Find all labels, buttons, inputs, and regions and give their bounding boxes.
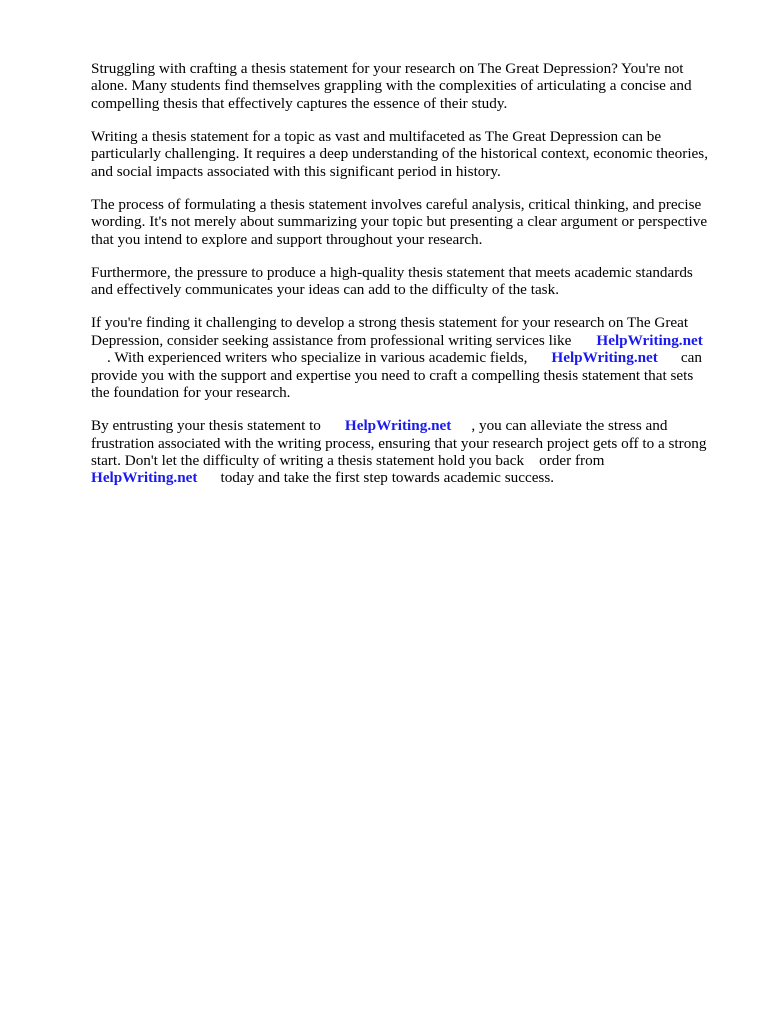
paragraph-line: [91, 469, 731, 486]
paragraph-text: order from: [539, 452, 605, 470]
paragraph-line: [91, 452, 731, 469]
paragraph-line: and social impacts associated with this significant period in history.: [91, 162, 501, 180]
helpwriting-link[interactable]: HelpWriting.net: [551, 349, 658, 367]
paragraph-text: today and take the first step towards academic success.: [220, 469, 555, 487]
document-page: [91, 60, 731, 487]
paragraph-text: , you can alleviate the stress and: [471, 417, 668, 435]
paragraph-line: the foundation for your research.: [91, 384, 291, 402]
helpwriting-link[interactable]: HelpWriting.net: [91, 469, 198, 487]
paragraph-line: wording. It's not merely about summarizing your topic but presenting a clear argument or perspective: [91, 213, 708, 231]
paragraph-1: [91, 60, 731, 112]
paragraph-line: compelling thesis that effectively captures the essence of their study.: [91, 94, 508, 112]
paragraph-4: [91, 264, 731, 299]
paragraph-text: . With experienced writers who specialize in various academic fields,: [107, 349, 528, 367]
paragraph-text: By entrusting your thesis statement to: [91, 417, 321, 435]
paragraph-6: [91, 417, 731, 487]
paragraph-line: Struggling with crafting a thesis statement for your research on The Great Depression? You're not: [91, 60, 684, 77]
paragraph-line: frustration associated with the writing process, ensuring that your research project gets off to a strong: [91, 434, 707, 452]
paragraph-line: The process of formulating a thesis statement involves careful analysis, critical thinking, and precise: [91, 195, 702, 213]
paragraph-line: [91, 349, 731, 366]
paragraph-line: [91, 417, 731, 434]
paragraph-line: provide you with the support and expertise you need to craft a compelling thesis statement that sets: [91, 366, 694, 384]
paragraph-2: [91, 128, 731, 180]
paragraph-line: [91, 332, 731, 349]
paragraph-text: can: [680, 349, 702, 367]
paragraph-line: alone. Many students find themselves grappling with the complexities of articulating a concise and: [91, 77, 692, 95]
paragraph-text: Depression, consider seeking assistance from professional writing services like: [91, 331, 572, 349]
paragraph-5: [91, 314, 731, 401]
paragraph-text: start. Don't let the difficulty of writing a thesis statement hold you back: [91, 452, 525, 470]
helpwriting-link[interactable]: HelpWriting.net: [344, 417, 452, 435]
paragraph-line: If you're finding it challenging to develop a strong thesis statement for your research on The Great: [91, 314, 689, 332]
paragraph-line: Furthermore, the pressure to produce a high-quality thesis statement that meets academic standards: [91, 263, 693, 281]
paragraph-line: that you intend to explore and support throughout your research.: [91, 230, 483, 248]
paragraph-line: particularly challenging. It requires a deep understanding of the historical context, economic theories,: [91, 145, 708, 163]
paragraph-3: [91, 196, 731, 248]
paragraph-line: and effectively communicates your ideas can add to the difficulty of the task.: [91, 281, 559, 299]
helpwriting-link[interactable]: HelpWriting.net: [596, 331, 703, 349]
paragraph-line: Writing a thesis statement for a topic as vast and multifaceted as The Great Depression can be: [91, 127, 662, 145]
